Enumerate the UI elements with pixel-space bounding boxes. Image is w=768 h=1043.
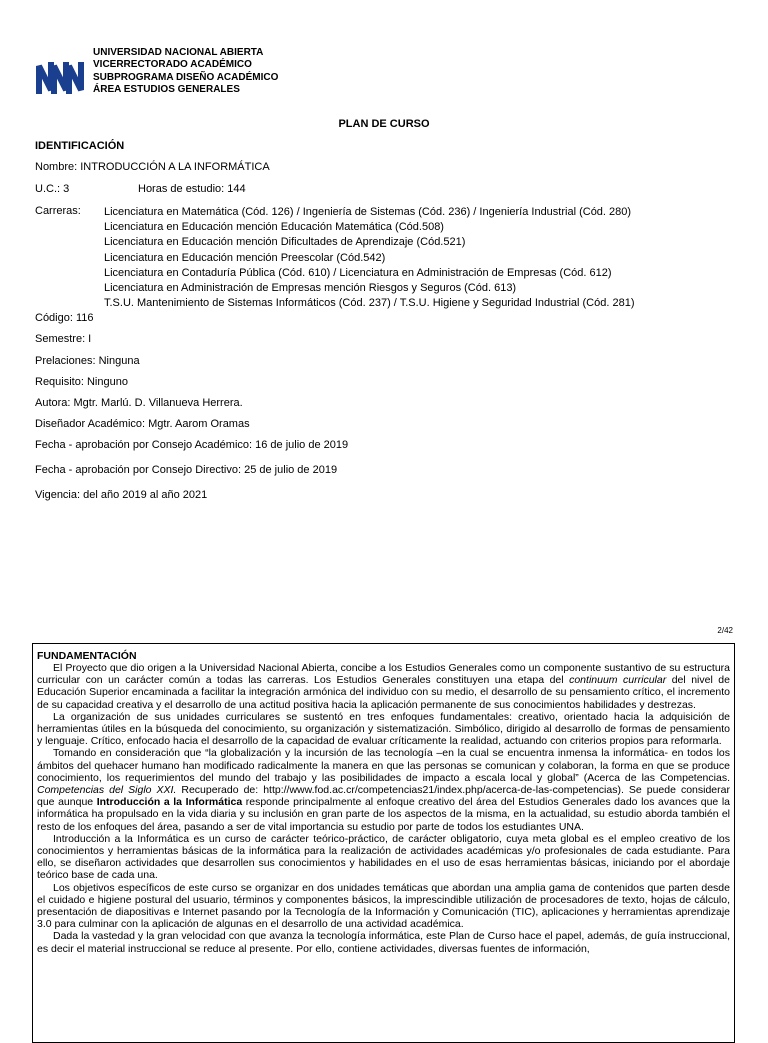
credit-units: U.C.: 3: [35, 183, 70, 195]
approval-academic-council: Fecha - aprobación por Consejo Académico: 16 de julio de 2019: [35, 439, 349, 451]
career-item: Licenciatura en Educación mención Dificultades de Aprendizaje (Cód.521): [104, 236, 466, 249]
document-title: PLAN DE CURSO: [338, 118, 430, 130]
career-item: T.S.U. Mantenimiento de Sistemas Informáticos (Cód. 237) / T.S.U. Higiene y Seguridad Industrial (Cód. 281): [104, 297, 635, 310]
course-code: Código: 116: [35, 312, 94, 324]
fundamentacion-box: [32, 643, 735, 1043]
author: Autora: Mgtr. Marlú. D. Villanueva Herrera.: [35, 397, 243, 409]
career-item: Licenciatura en Contaduría Pública (Cód. 610) / Licenciatura en Administración de Empresas (Cód. 612): [104, 266, 612, 279]
institution-line: VICERRECTORADO ACADÉMICO: [93, 59, 252, 71]
fundamentacion-heading: FUNDAMENTACIÓN: [37, 650, 137, 662]
semester: Semestre: I: [35, 333, 92, 345]
institution-line: SUBPROGRAMA DISEÑO ACADÉMICO: [93, 71, 279, 83]
paragraph: La organización de sus unidades curriculares se sustentó en tres enfoques fundamentales: creativo, orientado hacia la adquisición de herramientas útiles en la búsqueda del conocimiento, su organización y sistematización. Simbólico, dirigido al desarrollo de formas de pensamiento y lenguaje. Crítico, enfocado hacia el desarrollo de la capacidad de evaluar críticamente la realidad, actuando con criterios propios para reformarla.: [37, 710, 730, 748]
page-number: 2/42: [717, 626, 733, 635]
section-identificacion-heading: IDENTIFICACIÓN: [35, 140, 125, 152]
paragraph: Los objetivos específicos de este curso se organizar en dos unidades temáticas que abordan una amplia gama de contenidos que parten desde el cuidado e higiene postural del usuario, términos y componentes básicos, la imprescindible utilización de procesadores de texto, hojas de cálculo, presentación de diapositivas e Internet pasando por la Tecnología de la Información y Comunicación (TIC), aplicaciones y herramientas aprendizaje 3.0 para culminar con la aplicación de algunas en el desarrollo de una actividad académica.: [37, 881, 730, 931]
paragraph: Introducción a la Informática es un curso de carácter teórico-práctico, de carácter obligatorio, cuya meta global es el empleo creativo de los conocimientos y herramientas básicas de la informática para la realización de actividades académicas y/o profesionales de cada estudiante. Para ello, se diseñaron actividades que desarrollen sus conocimientos y habilidades en el uso de esas herramientas básicas, iniciando por el abordaje teórico base de cada una.: [37, 832, 730, 882]
career-item: Licenciatura en Educación mención Preescolar (Cód.542): [104, 251, 386, 264]
course-name: Nombre: INTRODUCCIÓN A LA INFORMÁTICA: [35, 161, 270, 173]
prerequisites: Prelaciones: Ninguna: [35, 355, 140, 367]
approval-directive-council: Fecha - aprobación por Consejo Directivo: 25 de julio de 2019: [35, 464, 338, 476]
academic-designer: Diseñador Académico: Mgtr. Aarom Oramas: [35, 418, 250, 430]
validity-period: Vigencia: del año 2019 al año 2021: [35, 489, 208, 501]
career-item: Licenciatura en Matemática (Cód. 126) / Ingeniería de Sistemas (Cód. 236) / Ingeniería Industrial (Cód. 280): [104, 206, 632, 218]
paragraph: Dada la vastedad y la gran velocidad con que avanza la tecnología informática, este Plan de Curso hace el papel, además, de guía instruccional, es decir el material instruccional se reduce al presente. Por ello, contiene actividades, diversas fuentes de información,: [37, 930, 730, 955]
careers-list: [104, 205, 635, 311]
institution-line: UNIVERSIDAD NACIONAL ABIERTA: [93, 47, 264, 58]
requirement: Requisito: Ninguno: [35, 376, 128, 388]
careers-label: Carreras:: [35, 205, 81, 217]
paragraph: Tomando en consideración que “la globalización y la incursión de las tecnología –en la cual se encuentra inmensa la informática- en todos los ámbitos del quehacer humano han modificado radicalmente la manera en que las personas se comunican y colaboran, la forma en que se produce conocimiento, los requerimientos del mundo del trabajo y las posibilidades de impacto a escala local y global” (Acerca de las Competencias. Competencias del Siglo XXI. Recuperado de: http://www.fod.ac.cr/competencias21/index.php/acerca-de-las-competencias). Se puede considerar que aunque Introducción a la Informática responde principalmente al enfoque creativo del área del Estudios Generales dado los avances que la informática ha propulsado en la vida diaria y su inclusión en gran parte de los aspectos de la misma, en la actualidad, su estudio aborda también el resto de los enfoques del área, pasando a ser de vital importancia su estudio por parte de todos los estudiantes UNA.: [37, 747, 730, 833]
institution-header: [93, 47, 278, 97]
career-item: Licenciatura en Educación mención Educación Matemática (Cód.508): [104, 221, 444, 234]
paragraph: El Proyecto que dio origen a la Universidad Nacional Abierta, concibe a los Estudios Generales como un componente sustantivo de su estructura curricular con un carácter común a todas las carreras. Los Estudios Generales constituyen una etapa del continuum curricular del nivel de Educación Superior encaminada a facilitar la integración armónica del individuo con su medio, el desarrollo de su pensamiento crítico, el incremento de su capacidad creativa y el desarrollo de una actitud positiva hacia la aplicación permanente de sus conocimientos habilidades y destrezas.: [37, 662, 730, 711]
institution-line: ÁREA ESTUDIOS GENERALES: [93, 84, 240, 96]
study-hours: Horas de estudio: 144: [138, 183, 246, 195]
career-item: Licenciatura en Administración de Empresas mención Riesgos y Seguros (Cód. 613): [104, 282, 517, 295]
una-logo-icon: [36, 52, 86, 102]
